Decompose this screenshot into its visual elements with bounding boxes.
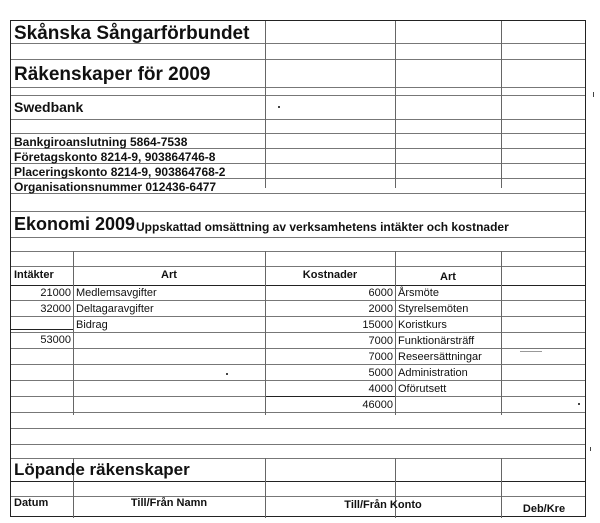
income-amount: 32000 [40,303,71,315]
cost-amount: 4000 [368,383,393,395]
cost-label: Administration [398,367,468,379]
account-line: Placeringskonto 8214-9, 903864768-2 [14,165,226,179]
scan-speck [593,92,594,97]
cost-label: Årsmöte [398,287,439,299]
sheet-title: Skånska Sångarförbundet [14,23,250,44]
account-line: Bankgiroanslutning 5864-7538 [14,135,188,149]
economy-heading: Ekonomi 2009 [14,214,136,234]
economy-subheading: Uppskattad omsättning av verksamhetens intäkter och kostnader [136,220,509,234]
cost-label: Styrelsemöten [398,303,469,315]
cost-total: 46000 [362,399,393,411]
income-label: Deltagaravgifter [76,303,154,315]
income-amount: 21000 [40,287,71,299]
spreadsheet [10,20,586,517]
cost-amount: 15000 [362,319,393,331]
ledger-heading: Löpande räkenskaper [14,460,190,479]
bank-name: Swedbank [14,99,84,115]
scan-speck [590,447,591,451]
cost-label: Reseersättningar [398,351,482,363]
income-label: Medlemsavgifter [76,287,157,299]
column-header-art: Art [161,269,177,281]
cost-amount: 2000 [368,303,393,315]
ledger-column-debkre: Deb/Kre [522,503,566,515]
ledger-column-name: Till/Från Namn [130,497,208,509]
scan-speck [278,106,280,108]
income-total: 53000 [40,334,71,346]
cost-label: Koristkurs [398,319,447,331]
account-line: Organisationsnummer 012436-6477 [14,180,217,194]
cost-amount: 7000 [368,335,393,347]
scan-speck [226,373,228,375]
ledger-column-date: Datum [14,497,49,509]
column-header-costs: Kostnader [302,269,358,281]
scan-speck [520,351,542,352]
column-header-income: Intäkter [14,269,54,281]
cost-label: Funktionärsträff [398,335,475,347]
column-header-art-costs: Art [440,271,456,283]
cost-amount: 7000 [368,351,393,363]
account-line: Företagskonto 8214-9, 903864746-8 [14,150,216,164]
sheet-subtitle: Räkenskaper för 2009 [14,64,211,85]
ledger-column-account: Till/Från Konto [344,499,422,511]
income-label: Bidrag [76,319,108,331]
cost-label: Oförutsett [398,383,447,395]
cost-amount: 5000 [368,367,393,379]
scan-speck [578,403,580,405]
cost-amount: 6000 [368,287,393,299]
